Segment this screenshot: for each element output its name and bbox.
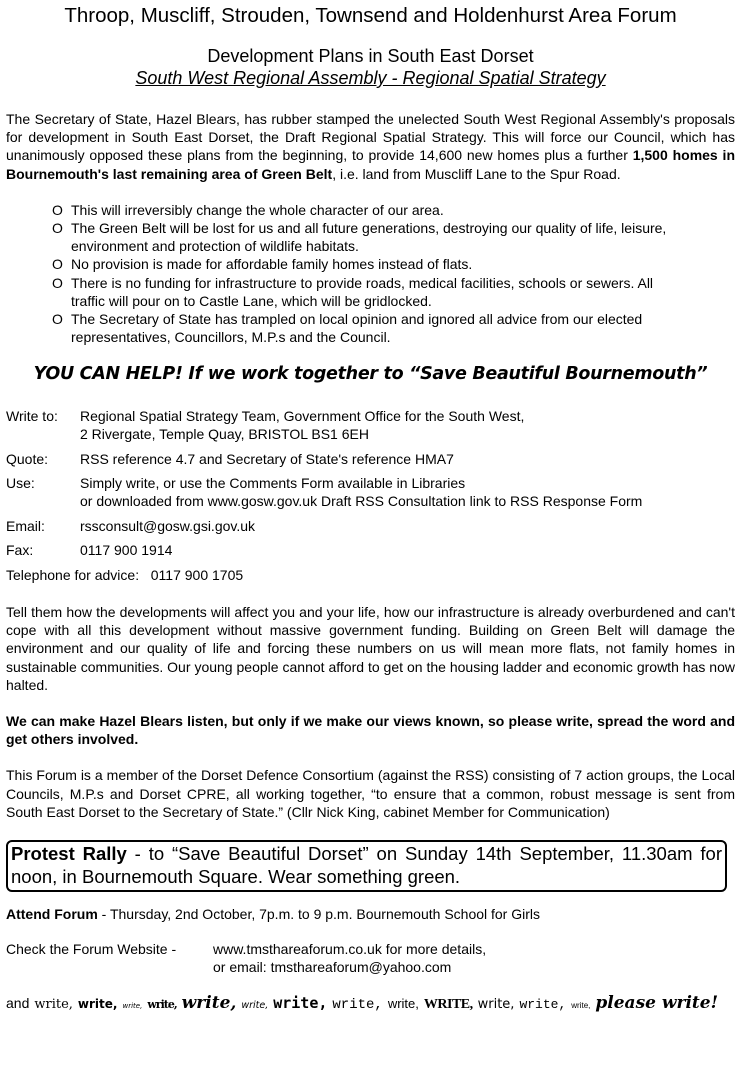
contact-row-write	[6, 407, 735, 443]
slogan-word: write,	[241, 999, 269, 1011]
slogan-word: write,	[332, 996, 383, 1013]
attend-bold-text: Attend Forum	[6, 905, 98, 922]
slogan-word: write,	[122, 1001, 143, 1010]
slogan-word: please write!	[595, 992, 719, 1013]
quote-value: RSS reference 4.7 and Secretary of State's reference HMA7	[80, 450, 454, 467]
slogan-word: write,	[571, 1000, 591, 1010]
email-label: Email:	[6, 517, 45, 534]
list-item	[6, 219, 671, 255]
impact-paragraph: Tell them how the developments will affect you and your life, how our infrastructure is already overburdened and can't cope with all this development without massive government funding. Building on Green Belt will damage the environment and our quality of life and forcing these numbers on us will mean more flats, not family homes in sustainable communities. Our young people cannot afford to get on the housing ladder and economic growth has now halted.	[6, 603, 735, 693]
consortium-paragraph: This Forum is a member of the Dorset Defence Consortium (against the RSS) consisting of 7 action groups, the Local Councils, M.P.s and Dorset CPRE, all working together, “to ensure that a common, robust message is sent from South East Dorset to the Secretary of State.” (Cllr Nick King, cabinet Member for Communication)	[6, 767, 735, 820]
contact-row-quote	[6, 450, 735, 468]
telephone-value: 0117 900 1705	[150, 566, 244, 583]
list-item-text: This will irreversibly change the whole character of our area.	[71, 201, 444, 218]
bullet-mark: O	[52, 220, 63, 237]
bullet-mark: O	[52, 274, 63, 291]
contact-row-email	[6, 517, 735, 535]
use-line-2: or downloaded from www.gosw.gov.uk Draft RSS Consultation link to RSS Response Form	[80, 493, 643, 510]
attend-text: - Thursday, 2nd October, 7p.m. to 9 p.m. Bournemouth School for Girls	[97, 905, 541, 922]
website-label: Check the Forum Website -	[6, 940, 177, 957]
list-item-text: The Green Belt will be lost for us and all future generations, destroying our quality of life, leisure, environment and protection of wildlife habitats.	[71, 220, 667, 255]
intro-bold-text: 1,500 homes in Bournemouth's last remaining area of Green Belt	[6, 147, 735, 182]
telephone-label: Telephone for advice:	[6, 566, 140, 583]
slogan-word: write,	[477, 996, 515, 1012]
bullet-mark: O	[52, 311, 63, 328]
use-line-1: Simply write, or use the Comments Form available in Libraries	[80, 475, 466, 492]
contact-row-use	[6, 474, 735, 510]
slogan-word: write,	[387, 995, 419, 1011]
contact-details	[6, 407, 735, 584]
address-line-1: Regional Spatial Strategy Team, Government Office for the South West,	[80, 408, 525, 425]
slogan-word: write,	[519, 996, 567, 1012]
concerns-list	[6, 201, 735, 347]
bullet-mark: O	[52, 201, 63, 218]
slogan-word: WRITE,	[423, 996, 473, 1012]
forum-email: or email: tmsthareaforum@yahoo.com	[213, 958, 452, 975]
document-subtitle: Development Plans in South East Dorset	[207, 46, 534, 66]
intro-paragraph	[6, 110, 735, 183]
email-value: rssconsult@gosw.gsi.gov.uk	[80, 517, 256, 534]
rally-bold-text: Protest Rally	[11, 842, 127, 864]
slogan-word: write,	[181, 992, 237, 1013]
write-address	[80, 407, 735, 443]
fax-label: Fax:	[6, 542, 34, 559]
call-to-action-paragraph: We can make Hazel Blears listen, but only if we make our views known, so please write, spread the word and get others involved.	[6, 712, 735, 748]
slogan-word: write,	[34, 996, 73, 1012]
list-item	[6, 310, 671, 346]
document-page	[6, 0, 735, 1013]
bullet-mark: O	[52, 256, 63, 273]
use-label: Use:	[6, 475, 35, 492]
document-subtitle-strategy: South West Regional Assembly - Regional Spatial Strategy	[135, 68, 606, 88]
list-item	[6, 255, 671, 273]
forum-website	[6, 940, 735, 976]
website-details	[213, 940, 486, 976]
address-line-2: 2 Rivergate, Temple Quay, BRISTOL BS1 6EH	[80, 426, 369, 443]
contact-row-telephone	[6, 566, 735, 584]
fax-value: 0117 900 1914	[80, 542, 173, 559]
forum-title: Throop, Muscliff, Strouden, Townsend and Holdenhurst Area Forum	[64, 4, 677, 27]
use-value	[80, 474, 735, 510]
slogan-lead: and	[6, 994, 30, 1011]
intro-text-2: , i.e. land from Muscliff Lane to the Spur Road.	[332, 165, 621, 182]
list-item	[6, 274, 671, 310]
write-slogan	[6, 993, 735, 1013]
list-item-text: There is no funding for infrastructure to provide roads, medical facilities, schools or sewers. All traffic will pour on to Castle Lane, which will be gridlocked.	[71, 274, 654, 309]
slogan-word: write,	[273, 993, 328, 1012]
attend-forum-line	[6, 906, 735, 922]
intro-text-1: The Secretary of State, Hazel Blears, has rubber stamped the unelected South West Regional Assembly's proposals for development in South East Dorset, the Draft Regional Spatial Strategy. This will force our Council, which has unanimously opposed these plans from the beginning, to provide 14,600 new homes plus a further	[6, 111, 735, 164]
write-label: Write to:	[6, 408, 58, 425]
slogan-word: write,	[77, 996, 118, 1011]
list-item	[6, 201, 671, 219]
protest-rally-box	[6, 840, 727, 892]
quote-label: Quote:	[6, 450, 49, 467]
slogan-word: write,	[147, 997, 177, 1011]
list-item-text: No provision is made for affordable family homes instead of flats.	[71, 256, 473, 273]
contact-row-fax	[6, 541, 735, 559]
help-heading: YOU CAN HELP! If we work together to “Save Beautiful Bournemouth”	[33, 364, 708, 385]
list-item-text: The Secretary of State has trampled on local opinion and ignored all advice from our elected representatives, Councillors, M.P.s and the Council.	[71, 311, 643, 346]
rally-text: - to “Save Beautiful Dorset” on Sunday 14th September, 11.30am for noon, in Bournemouth Square. Wear something green.	[11, 842, 722, 887]
website-url: www.tmsthareaforum.co.uk for more details,	[213, 940, 487, 957]
